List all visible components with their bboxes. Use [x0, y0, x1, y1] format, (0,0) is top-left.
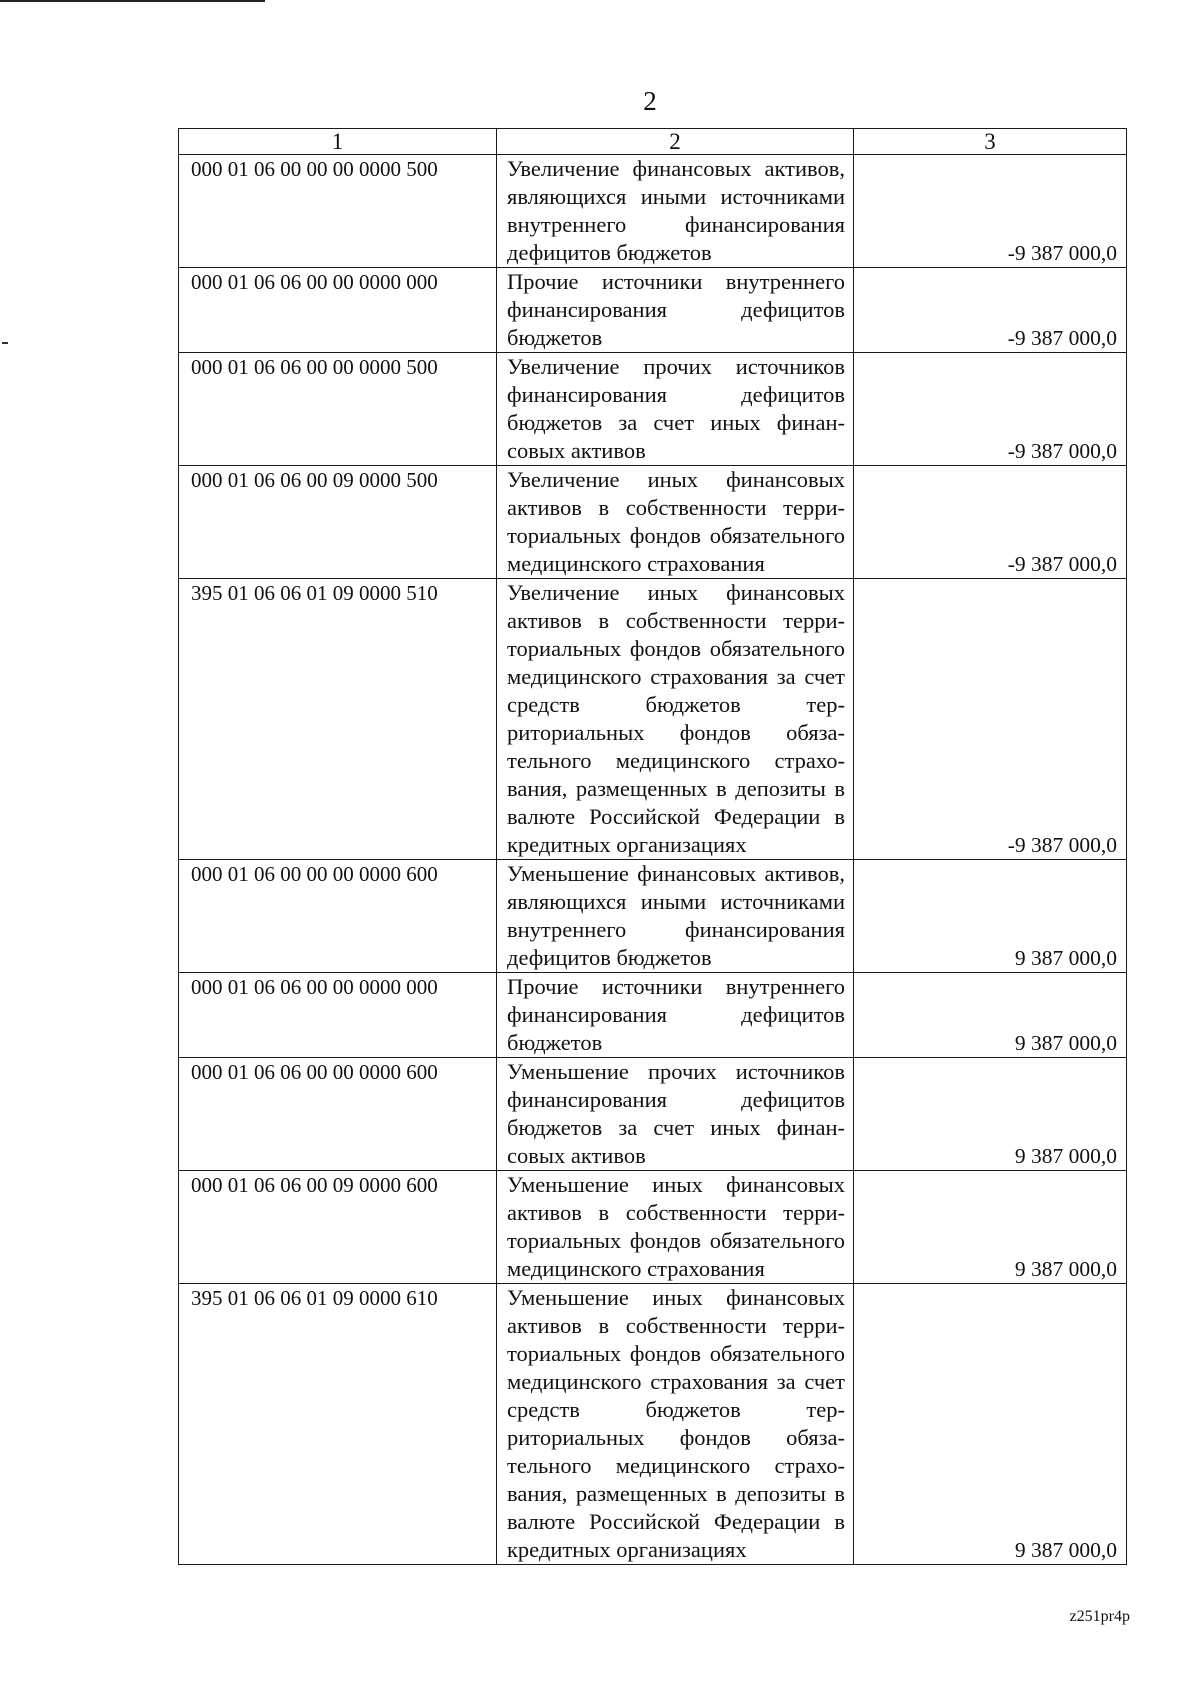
row-description: Прочие источники внутреннего финансирования дефицитов бюджетов — [497, 973, 854, 1058]
table-row — [179, 1284, 1127, 1565]
row-amount: -9 387 000,0 — [854, 155, 1127, 268]
row-amount: 9 387 000,0 — [854, 860, 1127, 973]
budget-code: 000 01 06 06 00 00 0000 000 — [179, 973, 497, 1058]
row-amount: -9 387 000,0 — [854, 268, 1127, 353]
row-amount: 9 387 000,0 — [854, 973, 1127, 1058]
row-amount: -9 387 000,0 — [854, 579, 1127, 860]
budget-code: 000 01 06 00 00 00 0000 500 — [179, 155, 497, 268]
budget-code: 000 01 06 06 00 00 0000 500 — [179, 353, 497, 466]
row-description: Увеличение иных финансовых активов в собственности территориальных фондов обязательного медицинского страхования за счет средств бюджетов территориальных фондов обязательного медицинского страхования, размещенных в депозиты в валюте Российской Федерации в кредитных организациях — [497, 579, 854, 860]
table-row — [179, 1058, 1127, 1171]
top-rule-line — [0, 0, 265, 2]
row-amount: 9 387 000,0 — [854, 1284, 1127, 1565]
table-row — [179, 268, 1127, 353]
budget-code: 000 01 06 06 00 09 0000 600 — [179, 1171, 497, 1284]
table-row — [179, 860, 1127, 973]
budget-sources-table — [178, 128, 1127, 1565]
row-amount: -9 387 000,0 — [854, 353, 1127, 466]
row-description: Уменьшение финансовых активов, являющихся иными источниками внутреннего финансирования дефицитов бюджетов — [497, 860, 854, 973]
row-description: Увеличение иных финансовых активов в собственности территориальных фондов обязательного медицинского страхования — [497, 466, 854, 579]
budget-code: 395 01 06 06 01 09 0000 610 — [179, 1284, 497, 1565]
row-description: Уменьшение иных финансовых активов в собственности территориальных фондов обязательного медицинского страхования за счет средств бюджетов территориальных фондов обязательного медицинского страхования, размещенных в депозиты в валюте Российской Федерации в кредитных организациях — [497, 1284, 854, 1565]
header-col-2: 2 — [497, 129, 854, 155]
table-row — [179, 973, 1127, 1058]
table-row — [179, 155, 1127, 268]
row-description: Уменьшение иных финансовых активов в собственности территориальных фондов обязательного медицинского страхования — [497, 1171, 854, 1284]
table-row — [179, 466, 1127, 579]
budget-code: 395 01 06 06 01 09 0000 510 — [179, 579, 497, 860]
row-description: Прочие источники внутреннего финансирования дефицитов бюджетов — [497, 268, 854, 353]
table-header-row — [179, 129, 1127, 155]
margin-mark — [2, 342, 8, 344]
row-amount: -9 387 000,0 — [854, 466, 1127, 579]
budget-code: 000 01 06 00 00 00 0000 600 — [179, 860, 497, 973]
table-row — [179, 579, 1127, 860]
table-row — [179, 1171, 1127, 1284]
budget-code: 000 01 06 06 00 00 0000 600 — [179, 1058, 497, 1171]
row-description: Увеличение прочих источников финансирования дефицитов бюджетов за счет иных финансовых активов — [497, 353, 854, 466]
document-code: z251pr4p — [1069, 1608, 1130, 1625]
row-description: Увеличение финансовых активов, являющихся иными источниками внутреннего финансирования дефицитов бюджетов — [497, 155, 854, 268]
row-amount: 9 387 000,0 — [854, 1058, 1127, 1171]
budget-code: 000 01 06 06 00 09 0000 500 — [179, 466, 497, 579]
table-row — [179, 353, 1127, 466]
header-col-3: 3 — [854, 129, 1127, 155]
page-number: 2 — [643, 86, 657, 116]
budget-code: 000 01 06 06 00 00 0000 000 — [179, 268, 497, 353]
header-col-1: 1 — [179, 129, 497, 155]
row-amount: 9 387 000,0 — [854, 1171, 1127, 1284]
row-description: Уменьшение прочих источников финансирования дефицитов бюджетов за счет иных финансовых активов — [497, 1058, 854, 1171]
